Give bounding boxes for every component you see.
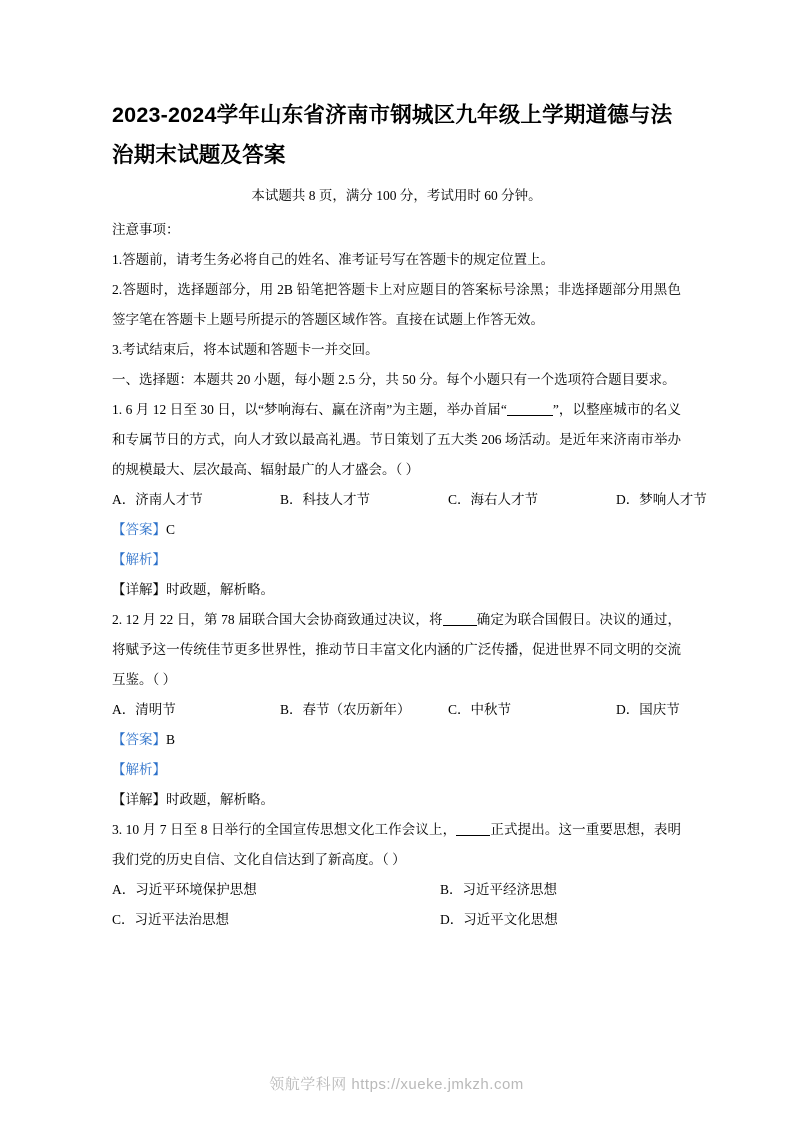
question-3-options-row-2 <box>112 905 681 935</box>
notice-item-2: 2.答题时，选择题部分，用 2B 铅笔把答题卡上对应题目的答案标号涂黑；非选择题部分用黑色签字笔在答题卡上题号所提示的答题区域作答。直接在试题上作答无效。 <box>112 282 681 327</box>
detail-label: 【详解】 <box>112 582 166 597</box>
page-title: 2023-2024学年山东省济南市钢城区九年级上学期道德与法治期末试题及答案 <box>112 103 673 167</box>
question-3-options-row-1 <box>112 875 681 905</box>
option-a[interactable]: A．清明节 <box>112 702 176 717</box>
question-2-number: 2. <box>112 612 123 627</box>
option-c[interactable]: C．习近平法治思想 <box>112 912 230 927</box>
fill-blank <box>456 821 490 836</box>
question-1-options <box>112 485 707 515</box>
option-a[interactable]: A．习近平环境保护思想 <box>112 882 257 897</box>
question-1-number: 1. <box>112 402 123 417</box>
question-2-detail <box>112 785 681 815</box>
question-2-analysis <box>112 755 681 785</box>
detail-value: 时政题，解析略。 <box>166 792 274 807</box>
notice-heading: 注意事项： <box>112 222 180 237</box>
option-d[interactable]: D．梦响人才节 <box>616 492 707 507</box>
section-one-heading: 一、选择题：本题共 20 小题，每小题 2.5 分，共 50 分。每个小题只有一个选项符合题目要求。 <box>112 372 676 387</box>
question-3-stem-part-1: 10 月 7 日至 8 日举行的全国宣传思想文化工作会议上， <box>125 822 457 837</box>
question-3-stem <box>112 815 681 875</box>
fill-blank <box>443 611 477 626</box>
question-2-stem-part-1: 12 月 22 日，第 78 届联合国大会协商致通过决议，将 <box>125 612 443 627</box>
question-2-answer <box>112 725 681 755</box>
exam-subtitle: 本试题共 8 页，满分 100 分，考试用时 60 分钟。 <box>251 188 542 203</box>
analysis-label: 【解析】 <box>112 552 166 567</box>
question-2-options <box>112 695 681 725</box>
option-d[interactable]: D．习近平文化思想 <box>440 912 558 927</box>
question-3-stem-part-2: 正式提出。这一重要思想，表明我们党的历史自信、文化自信达到了新高度。（ ） <box>112 822 681 867</box>
question-1-answer <box>112 515 681 545</box>
question-3-number: 3. <box>112 822 123 837</box>
question-1-stem-part-1: 6 月 12 日至 30 日，以“梦响海右、赢在济南”为主题，举办首届“ <box>125 402 507 417</box>
answer-label: 【答案】 <box>112 732 166 747</box>
detail-value: 时政题，解析略。 <box>166 582 274 597</box>
option-c[interactable]: C．海右人才节 <box>448 492 539 507</box>
option-b[interactable]: B．春节（农历新年） <box>280 702 411 717</box>
question-1-stem <box>112 395 681 485</box>
option-c[interactable]: C．中秋节 <box>448 702 512 717</box>
question-2-stem-part-2: 确定为联合国假日。决议的通过，将赋予这一传统佳节更多世界性，推动节日丰富文化内涵的广泛传播，促进世界不同文明的交流互鉴。（ ） <box>112 612 682 687</box>
analysis-label: 【解析】 <box>112 762 166 777</box>
question-2-stem <box>112 605 681 695</box>
detail-label: 【详解】 <box>112 792 166 807</box>
answer-label: 【答案】 <box>112 522 166 537</box>
fill-blank <box>507 401 553 416</box>
watermark: 领航学科网 https://xueke.jmkzh.com <box>269 1076 524 1093</box>
answer-value: B <box>166 732 176 747</box>
option-d[interactable]: D．国庆节 <box>616 702 680 717</box>
notice-item-3: 3.考试结束后，将本试题和答题卡一并交回。 <box>112 342 379 357</box>
question-1-detail <box>112 575 681 605</box>
question-1-stem-part-2: ”，以整座城市的名义和专属节日的方式，向人才致以最高礼遇。节日策划了五大类 206 场活动。是近年来济南市举办的规模最大、层次最高、辐射最广的人才盛会。（ ） <box>112 402 682 477</box>
option-b[interactable]: B．科技人才节 <box>280 492 371 507</box>
notice-item-1: 1.答题前，请考生务必将自己的姓名、准考证号写在答题卡的规定位置上。 <box>112 252 555 267</box>
question-1-analysis <box>112 545 681 575</box>
option-b[interactable]: B．习近平经济思想 <box>440 882 558 897</box>
answer-value: C <box>166 522 176 537</box>
option-a[interactable]: A．济南人才节 <box>112 492 203 507</box>
